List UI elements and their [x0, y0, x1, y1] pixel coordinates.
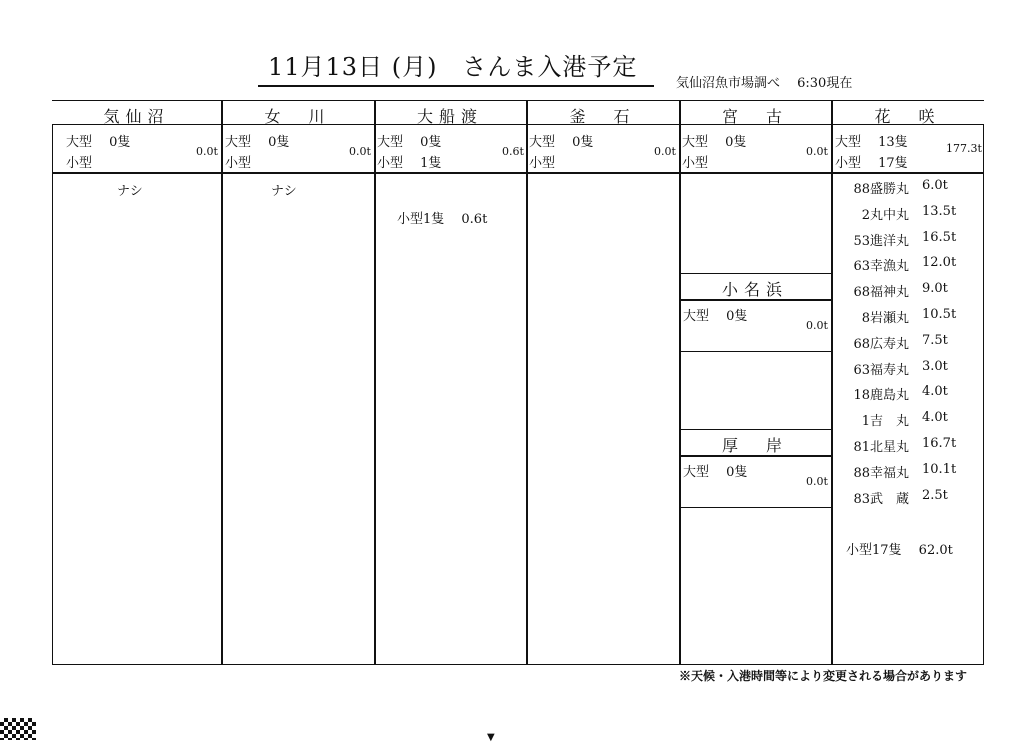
vessel-name: 68広寿丸 [853, 337, 909, 352]
port-name-kesennuma: 気仙沼 [103, 107, 170, 126]
total-catch: 0.0t [806, 475, 828, 488]
total-catch: 0.0t [654, 145, 676, 158]
vessel-name: 68福神丸 [853, 285, 909, 300]
port-name-kamaishi: 釜 石 [569, 107, 636, 126]
vessel-catch: 4.0t [922, 410, 948, 425]
vessel-catch: 12.0t [922, 255, 957, 270]
report-source: 気仙沼魚市場調べ 6:30現在 [676, 76, 853, 91]
small-vessel-count: 小型 [529, 156, 556, 171]
total-catch: 0.0t [806, 319, 828, 332]
large-vessel-count: 大型 0隻 [682, 135, 747, 150]
sub-table-rule [679, 351, 831, 352]
small-vessel-count: 小型 17隻 [835, 156, 908, 171]
vessel-name: 18鹿島丸 [853, 388, 909, 403]
summary-row-rule [52, 172, 984, 174]
vessel-catch: 16.7t [922, 436, 957, 451]
column-divider [831, 100, 833, 665]
page-marker: ▼ [487, 732, 495, 743]
vessel-name: 63幸漁丸 [853, 259, 909, 274]
vessel-name: 63福寿丸 [853, 363, 909, 378]
total-catch: 0.0t [806, 145, 828, 158]
vessel-catch: 13.5t [922, 204, 957, 219]
port-name-ofunato: 大船渡 [416, 107, 483, 126]
vessel-name: 53進洋丸 [853, 234, 909, 249]
disclaimer-note: ※天候・入港時間等により変更される場合があります [679, 669, 968, 683]
small-vessel-summary: 小型17隻 62.0t [846, 543, 953, 558]
vessel-name: 1吉 丸 [861, 414, 909, 429]
no-landing-note: ナシ [271, 184, 297, 199]
port-name-hanasaki: 花 咲 [874, 107, 941, 126]
vessel-catch: 6.0t [922, 178, 948, 193]
column-divider [221, 100, 223, 665]
large-vessel-count: 大型 0隻 [683, 465, 748, 480]
port-name-onagawa: 女 川 [264, 107, 331, 126]
large-vessel-count: 大型 0隻 [683, 309, 748, 324]
vessel-catch: 2.5t [922, 488, 948, 503]
large-vessel-count: 大型 0隻 [529, 135, 594, 150]
port-name-akkeshi: 厚 岸 [721, 436, 788, 455]
column-divider [526, 100, 528, 665]
small-vessel-summary: 小型1隻 0.6t [397, 212, 488, 227]
header-rule [52, 100, 984, 101]
large-vessel-count: 大型 0隻 [66, 135, 131, 150]
vessel-catch: 3.0t [922, 359, 948, 374]
vessel-name: 2丸中丸 [861, 208, 909, 223]
vessel-name: 8岩瀬丸 [861, 311, 909, 326]
small-vessel-count: 小型 1隻 [377, 156, 442, 171]
vessel-catch: 9.0t [922, 281, 948, 296]
large-vessel-count: 大型 0隻 [225, 135, 290, 150]
large-vessel-count: 大型 0隻 [377, 135, 442, 150]
vessel-catch: 10.5t [922, 307, 957, 322]
vessel-name: 83武 蔵 [853, 492, 909, 507]
vessel-catch: 10.1t [922, 462, 957, 477]
total-catch: 0.6t [502, 145, 524, 158]
vessel-name: 88盛勝丸 [853, 182, 909, 197]
sub-table-rule [679, 273, 831, 274]
column-divider [374, 100, 376, 665]
vessel-catch: 4.0t [922, 384, 948, 399]
total-catch: 0.0t [349, 145, 371, 158]
port-name-miyako: 宮 古 [721, 107, 788, 126]
vessel-name: 88幸福丸 [853, 466, 909, 481]
vessel-name: 81北星丸 [853, 440, 909, 455]
large-vessel-count: 大型 13隻 [835, 135, 908, 150]
small-vessel-count: 小型 [66, 156, 93, 171]
schedule-table [52, 124, 984, 665]
vessel-catch: 7.5t [922, 333, 948, 348]
vessel-catch: 16.5t [922, 230, 957, 245]
small-vessel-count: 小型 [225, 156, 252, 171]
no-landing-note: ナシ [117, 184, 143, 199]
total-catch: 0.0t [196, 145, 218, 158]
page-title: 11月13日 (月) さんま入港予定 [268, 53, 638, 81]
sub-table-rule [679, 507, 831, 508]
title-underline [258, 85, 654, 87]
sub-table-rule [679, 429, 831, 430]
port-name-onahama: 小名浜 [721, 280, 788, 299]
registration-mark [0, 718, 36, 740]
small-vessel-count: 小型 [682, 156, 709, 171]
total-catch: 177.3t [946, 142, 982, 155]
column-divider [679, 100, 681, 665]
